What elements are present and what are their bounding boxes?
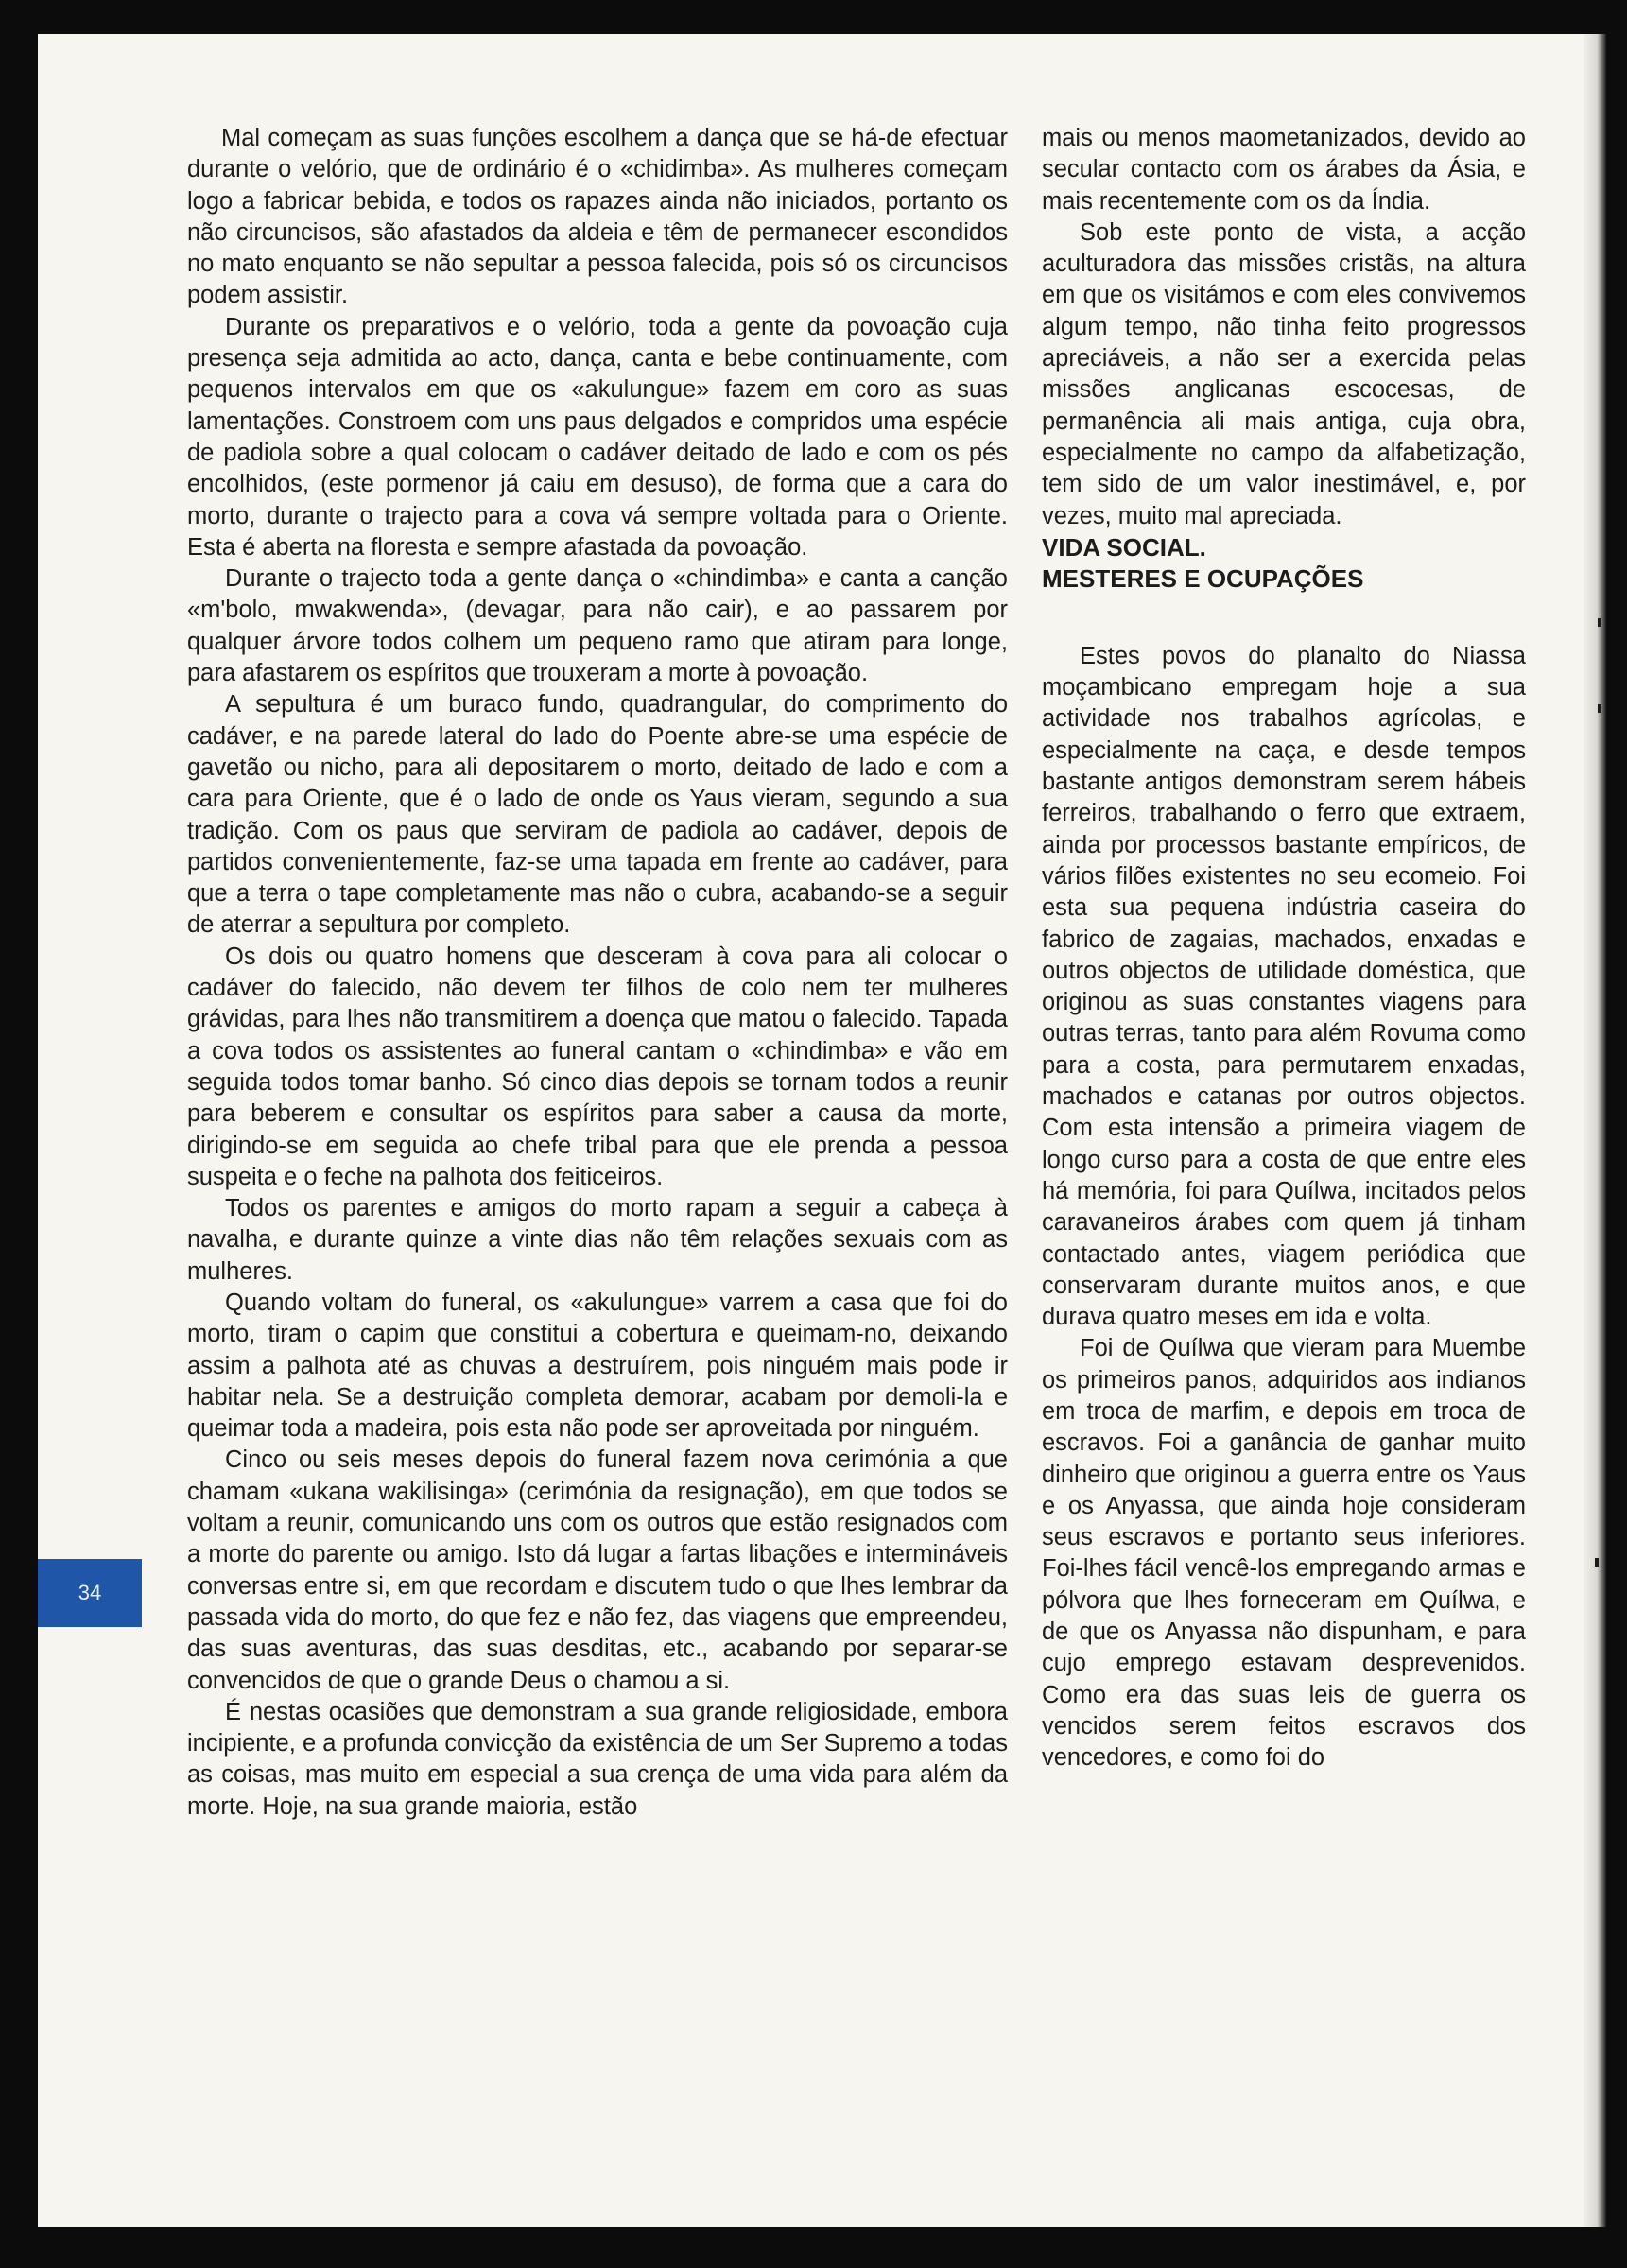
section-heading (1042, 532, 1526, 595)
paragraph: Durante os preparativos e o velório, toda a gente da povoação cuja presença seja admitida ao acto, dança, canta e bebe continuamente, com pequenos intervalos em que os «akulungue» fazem em coro as suas lamentações. Constroem com uns paus delgados e compridos uma espécie de padiola sobre a qual colocam o cadáver deitado de lado e com os pés encolhidos, (este pormenor já caiu em desuso), de forma que a cara do morto, durante o trajecto para a cova vá sempre voltada para o Oriente. Esta é aberta na floresta e sempre afastada da povoação. (187, 313, 1008, 561)
paragraph: mais ou menos maometanizados, devido ao secular contacto com os árabes da Ásia, e mais recentemente com os da Índia. (1042, 125, 1526, 215)
paragraph: Quando voltam do funeral, os «akulungue» varrem a casa que foi do morto, tiram o capim que constitui a cobertura e queimam-no, deixando assim a palhota até as chuvas a destruírem, pois ninguém mais pode ir habitar nela. Se a destruição completa demorar, acabam por demoli-la e queimar toda a madeira, pois esta não pode ser aproveitada por ninguém. (187, 1289, 1008, 1443)
paragraph: Todos os parentes e amigos do morto rapam a seguir a cabeça à navalha, e durante quinze a vinte dias não têm relações sexuais com as mulheres. (187, 1195, 1008, 1285)
section-heading-line: VIDA SOCIAL. (1042, 532, 1206, 562)
paragraph: Foi de Quílwa que vieram para Muembe os primeiros panos, adquiridos aos indianos em troca de marfim, e depois em troca de escravos. Foi a ganância de ganhar muito dinheiro que originou a guerra entre os Yaus e os Anyassa, que ainda hoje consideram seus escravos e portanto seus inferiores. Foi-lhes fácil vencê-los empregando armas e pólvora que lhes forneceram em Quílwa, e de que os Anyassa não dispunham, e para cujo emprego estavam desprevenidos. Como era das suas leis de guerra os vencidos serem feitos escravos dos vencedores, e como foi do (1042, 1335, 1526, 1772)
page-number-badge: 34 (38, 1559, 142, 1627)
paragraph: Os dois ou quatro homens que desceram à cova para ali colocar o cadáver do falecido, não devem ter filhos de colo nem ter mulheres grávidas, para lhes não transmitirem a doença que matou o falecido. Tapada a cova todos os assistentes ao funeral cantam o «chindimba» e vão em seguida todos tomar banho. Só cinco dias depois se tornam todos a reunir para beberem e consultar os espíritos para saber a causa da morte, dirigindo-se em seguida ao chefe tribal para que ele prenda a pessoa suspeita e o feche na palhota dos feiticeiros. (187, 943, 1008, 1190)
paragraph: Cinco ou seis meses depois do funeral fazem nova cerimónia a que chamam «ukana wakilisinga» (cerimónia da resignação), em que todos se voltam a reunir, comunicando uns com os outros que estão resignados com a morte do parente ou amigo. Isto dá lugar a fartas libações e intermináveis conversas entre si, em que recordam e discutem tudo o que lhes lembrar da passada vida do morto, do que fez e não fez, das viagens que empreendeu, das suas aventuras, das suas desditas, etc., acabando por separar-se convencidos de que o grande Deus o chamou a si. (187, 1446, 1008, 1694)
paragraph: A sepultura é um buraco fundo, quadrangular, do comprimento do cadáver, e na parede lateral do lado do Poente abre-se uma espécie de gavetão ou nicho, para ali depositarem o morto, deitado de lado e com a cara para Oriente, que é o lado de onde os Yaus vieram, segundo a sua tradição. Com os paus que serviram de padiola ao cadáver, depois de partidos convenientemente, faz-se uma tapada em frente ao cadáver, para que a terra o tape completamente mas não o cubra, acabando-se a seguir de aterrar a sepultura por completo. (187, 691, 1008, 939)
paragraph: Mal começam as suas funções escolhem a dança que se há-de efectuar durante o velório, que de ordinário é o «chidimba». As mulheres começam logo a fabricar bebida, e todos os rapazes ainda não iniciados, portanto os não circuncisos, são afastados da aldeia e têm de permanecer escondidos no mato enquanto se não sepultar a pessoa falecida, pois só os circuncisos podem assistir. (187, 125, 1008, 309)
paragraph: Estes povos do planalto do Niassa moçambicano empregam hoje a sua actividade nos trabalhos agrícolas, e especialmente na caça, e desde tempos bastante antigos demonstram serem hábeis ferreiros, trabalhando o ferro que extraem, ainda por processos bastante empíricos, de vários filões existentes no seu ecomeio. Foi esta sua pequena indústria caseira do fabrico de zagaias, machados, enxadas e outros objectos de utilidade doméstica, que originou as suas constantes viagens para outras terras, tanto para além Rovuma como para a costa, para permutarem enxadas, machados e catanas por outros objectos. Com esta intensão a primeira viagem de longo curso para a costa de que entre eles há memória, foi para Quílwa, incitados pelos caravaneiros árabes com quem já tinham contactado antes, viagem periódica que conservaram durante muitos anos, e que durava quatro meses em ida e volta. (1042, 642, 1526, 1331)
right-text-column (1042, 123, 1526, 1775)
paragraph: É nestas ocasiões que demonstram a sua grande religiosidade, embora incipiente, e a profunda convicção da existência de um Ser Supremo a todas as coisas, mas muito em especial a sua crença de uma vida para além da morte. Hoje, na sua grande maioria, estão (187, 1698, 1008, 1820)
margin-mark (1595, 1558, 1599, 1567)
page-spine-edge (1584, 34, 1606, 2227)
margin-mark (1598, 618, 1601, 627)
section-heading-line: MESTERES E OCUPAÇÕES (1042, 563, 1364, 593)
left-text-column (187, 123, 1008, 1823)
paragraph: Sob este ponto de vista, a acção aculturadora das missões cristãs, na altura em que os visitámos e com eles convivemos algum tempo, não tinha feito progressos apreciáveis, a não ser a exercida pelas missões anglicanas escocesas, de permanência ali mais antiga, cuja obra, especialmente no campo da alfabetização, tem sido de um valor inestimável, e, por vezes, muito mal apreciada. (1042, 218, 1526, 529)
paragraph: Durante o trajecto toda a gente dança o «chindimba» e canta a canção «m'bolo, mwakwenda», (devagar, para não cair), e ao passarem por qualquer árvore todos colhem um pequeno ramo que atiram para longe, para afastarem os espíritos que trouxeram a morte à povoação. (187, 565, 1008, 687)
margin-mark (1598, 704, 1601, 713)
